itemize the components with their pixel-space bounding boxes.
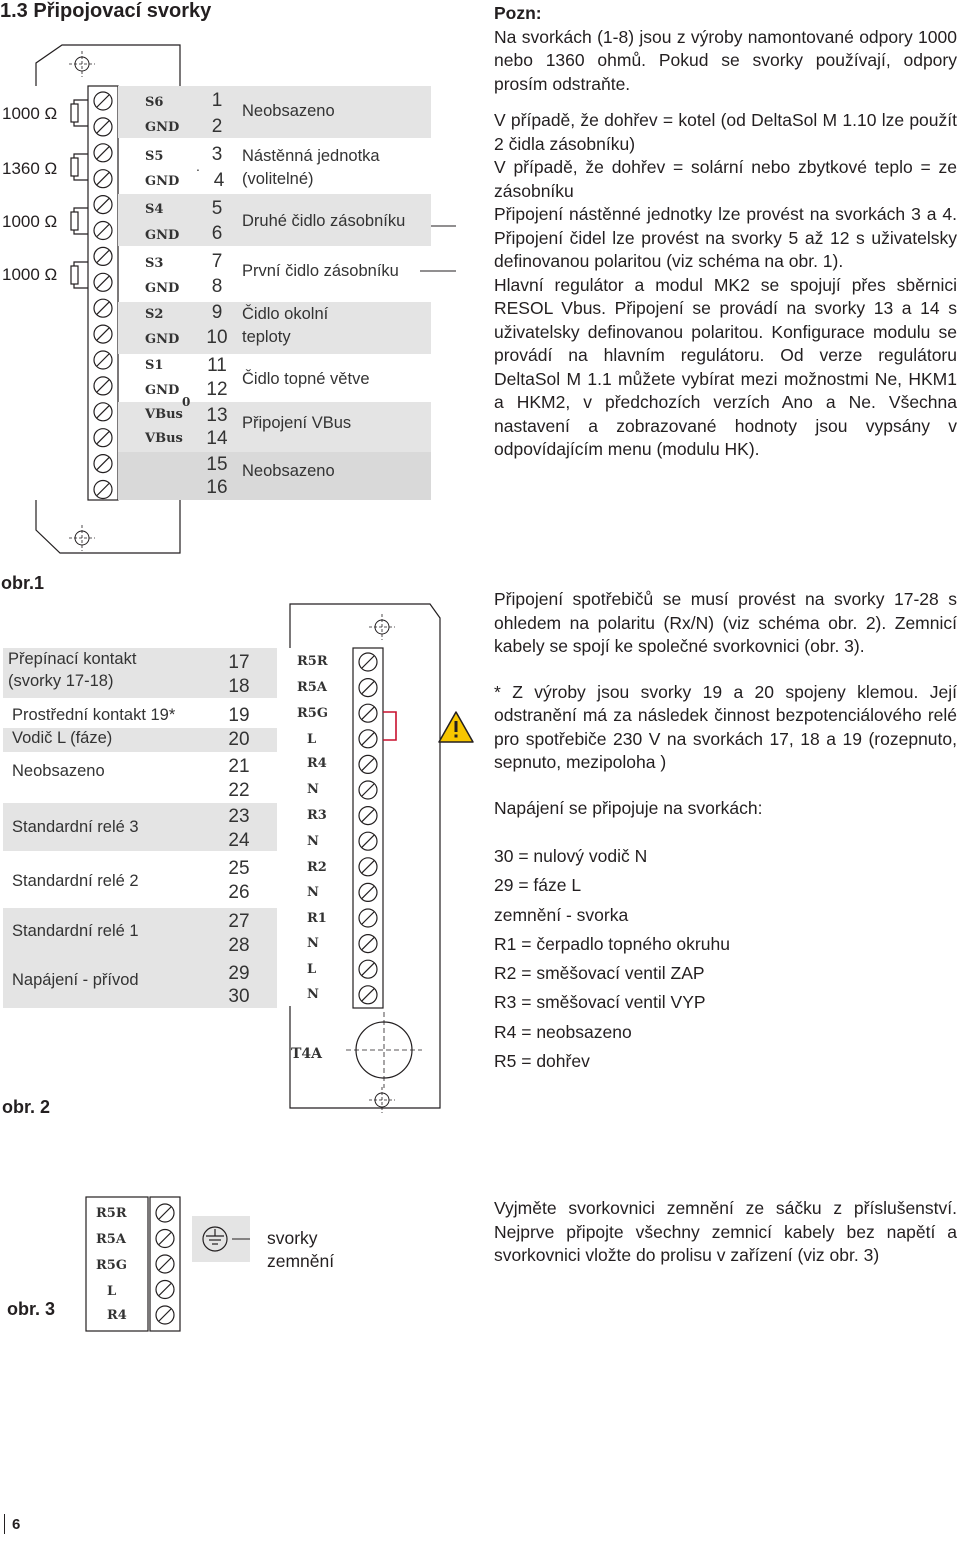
terminal-code: R3 <box>307 808 327 823</box>
section2-paragraph: Připojení spotřebičů se musí provést na svorky 17-28 s ohledem na polaritu (Rx/N) (viz schéma obr. 2). Zemnicí kabely se spojí ke společné svorkovnici (obr. 3). <box>494 589 957 656</box>
terminal-code: R5R <box>297 654 328 669</box>
terminal-code: R2 <box>307 860 327 875</box>
terminal-number: 19 <box>228 705 250 726</box>
terminal-number: 29 <box>228 963 250 984</box>
terminal-code: L <box>107 1284 117 1299</box>
terminal-label: Čidlo okolní <box>242 305 329 323</box>
terminal-code: R4 <box>107 1308 127 1323</box>
terminal-number: 26 <box>228 882 250 903</box>
terminal-number: 12 <box>206 379 228 400</box>
terminal-code: R1 <box>307 911 327 926</box>
fig2-label: Standardní relé 3 <box>12 818 139 836</box>
terminal-label: Neobsazeno <box>242 102 335 120</box>
terminal-number: 3 <box>211 144 223 165</box>
section2-paragraph: Napájení se připojuje na svorkách: <box>494 797 763 818</box>
terminal-number: 4 <box>213 170 225 191</box>
section-heading: 1.3 Připojovací svorky <box>0 0 212 22</box>
terminal-code: S4 <box>145 202 164 217</box>
terminal-code: GND <box>145 281 180 296</box>
section2-list-item: 29 = fáze L <box>494 875 582 896</box>
note-paragraph: Hlavní regulátor a modul MK2 se spojují přes sběrnici RESOL Vbus. Připojení se provádí na svorky 13 a 14 s uživatelsky definovanou polaritou. Konfigurace modulu se provádí na hlavním regulátoru. Od verze regulátoru DeltaSol M 1.1 můžete vybírat mezi možnostmi Ne, HKM1 a HKM2, v předchozích verzích Ano a Ne. Všechna nastavení a zobrazované hodnoty jsou vypsány v odpovídajícím menu (modulu HK). <box>494 274 957 459</box>
note-paragraph: Připojení nástěnné jednotky lze provést na svorkách 3 a 4. Připojení čidel lze provést na svorky 5 až 12 s uživatelsky definovanou polaritou (viz schéma na obr. 1). <box>494 204 957 271</box>
terminal-number: 18 <box>228 676 250 697</box>
terminal-number: 16 <box>206 477 228 498</box>
terminal-number: 11 <box>207 355 227 376</box>
terminal-code: S6 <box>145 95 164 110</box>
terminal-number: 15 <box>206 454 228 475</box>
page-number: 6 <box>12 1516 21 1533</box>
fig2-label: Prostřední kontakt 19* <box>12 706 176 724</box>
terminal-code: GND <box>145 383 180 398</box>
fig2-label: (svorky 17-18) <box>8 672 114 690</box>
note-paragraph: Na svorkách (1-8) jsou z výroby namontované odpory 1000 nebo 1360 ohmů. Pokud se svorky používají, odpory prosím odstraňte. <box>494 26 957 94</box>
fig2-label: Vodič L (fáze) <box>12 729 113 747</box>
section2-list-item: R5 = dohřev <box>494 1051 590 1072</box>
terminal-label: Neobsazeno <box>242 462 335 480</box>
terminal-number: 17 <box>228 652 250 673</box>
terminal-label: Nástěnná jednotka <box>242 147 380 165</box>
terminal-number: 27 <box>228 911 250 932</box>
dot-mark: · <box>195 161 201 177</box>
terminal-number: 22 <box>228 780 250 801</box>
terminal-code: R5A <box>96 1232 126 1247</box>
fuse-label: T4A <box>291 1046 323 1062</box>
terminal-code: VBus <box>145 431 183 446</box>
ground-label-line: zemnění <box>267 1251 335 1271</box>
section2-list-item: 30 = nulový vodič N <box>494 846 648 866</box>
zero-mark: 0 <box>182 395 191 409</box>
resistor-label: 1000 Ω <box>2 265 58 284</box>
terminal-code: S5 <box>145 149 164 164</box>
terminal-code: N <box>307 782 319 797</box>
terminal-number: 13 <box>206 405 228 426</box>
fig2-label: Standardní relé 1 <box>12 922 139 940</box>
terminal-code: R5A <box>297 680 327 695</box>
section2-list-item: R3 = směšovací ventil VYP <box>494 992 706 1013</box>
terminal-label: teploty <box>242 328 291 346</box>
terminal-label: Druhé čidlo zásobníku <box>242 212 406 230</box>
terminal-number: 1 <box>211 90 223 111</box>
terminal-code: L <box>307 732 317 747</box>
screw-terminal-icon <box>156 1306 174 1324</box>
terminal-code: S2 <box>145 307 164 322</box>
terminal-code: N <box>307 834 319 849</box>
terminal-label: Připojení VBus <box>242 414 352 432</box>
screw-terminal-icon <box>156 1281 174 1299</box>
terminal-number: 9 <box>211 302 223 323</box>
resistor-label: 1000 Ω <box>2 104 58 123</box>
terminal-label: Čidlo topné větve <box>242 370 370 388</box>
section2-list-item: R4 = neobsazeno <box>494 1021 632 1042</box>
note-title: Pozn: <box>494 3 542 23</box>
terminal-number: 30 <box>228 986 250 1007</box>
terminal-number: 14 <box>206 428 228 449</box>
ground-label-line: svorky <box>267 1228 318 1248</box>
terminal-number: 6 <box>211 223 223 244</box>
page-number-rule <box>4 1514 5 1534</box>
terminal-code: GND <box>145 332 180 347</box>
terminal-number: 20 <box>228 729 250 750</box>
terminal-code: N <box>307 987 319 1002</box>
terminal-code: GND <box>145 120 180 135</box>
section2-list-item: zemnění - svorka <box>494 904 629 925</box>
note-paragraph: V případě, že dohřev = solární nebo zbytkové teplo = ze zásobníku <box>494 157 957 201</box>
terminal-code: S1 <box>145 358 164 373</box>
section2-list-item: R1 = čerpadlo topného okruhu <box>494 933 730 954</box>
fig2-label: Standardní relé 2 <box>12 872 139 890</box>
terminal-code: R5G <box>297 706 328 721</box>
terminal-number: 7 <box>211 251 223 272</box>
fig2-label: Neobsazeno <box>12 762 105 780</box>
screw-terminal-icon <box>156 1255 174 1273</box>
ground-label <box>267 1227 334 1273</box>
screw-terminal-icon <box>156 1204 174 1222</box>
figure-caption: obr. 2 <box>2 1097 51 1117</box>
fig2-label: Přepínací kontakt <box>8 650 137 668</box>
section2-list-item: R2 = směšovací ventil ZAP <box>494 963 705 984</box>
terminal-label: (volitelné) <box>242 170 314 188</box>
terminal-number: 21 <box>228 756 250 777</box>
terminal-number: 2 <box>211 116 223 137</box>
resistor-label: 1000 Ω <box>2 212 58 231</box>
terminal-code: S3 <box>145 256 164 271</box>
figure-caption: obr. 3 <box>7 1299 56 1319</box>
fig2-label: Napájení - přívod <box>12 971 139 989</box>
terminal-code: GND <box>145 174 180 189</box>
terminal-number: 5 <box>211 198 223 219</box>
terminal-number: 24 <box>228 830 250 851</box>
terminal-code: VBus <box>145 407 183 422</box>
terminal-code: N <box>307 885 319 900</box>
note-paragraph: V případě, že dohřev = kotel (od DeltaSol M 1.10 lze použít 2 čidla zásobníku) <box>494 110 957 154</box>
terminal-code: R5G <box>96 1258 127 1273</box>
terminal-number: 25 <box>228 858 250 879</box>
terminal-code: GND <box>145 228 180 243</box>
figure-caption: obr.1 <box>1 573 45 593</box>
terminal-number: 10 <box>206 327 228 348</box>
terminal-code: R4 <box>307 756 327 771</box>
terminal-number: 23 <box>228 806 250 827</box>
terminal-label: První čidlo zásobníku <box>242 262 399 280</box>
section3-paragraph: Vyjměte svorkovnici zemnění ze sáčku z příslušenství. Nejprve připojte všechny zemnicí kabely bez napětí a svorkovnici vložte do prolisu v zařízení (viz obr. 3) <box>494 1198 957 1265</box>
section2-paragraph: * Z výroby jsou svorky 19 a 20 spojeny klemou. Její odstranění má za následek činnost bezpotenciálového relé pro spotřebiče 230 V na svorkách 17, 18 a 19 (rozepnuto, sepnuto, mezipoloha ) <box>494 681 957 772</box>
screw-terminal-icon <box>156 1230 174 1248</box>
terminal-number: 8 <box>211 276 223 297</box>
terminal-code: R5R <box>96 1206 127 1221</box>
terminal-code: L <box>307 962 317 977</box>
terminal-number: 28 <box>228 935 250 956</box>
terminal-code: N <box>307 936 319 951</box>
resistor-label: 1360 Ω <box>2 159 58 178</box>
